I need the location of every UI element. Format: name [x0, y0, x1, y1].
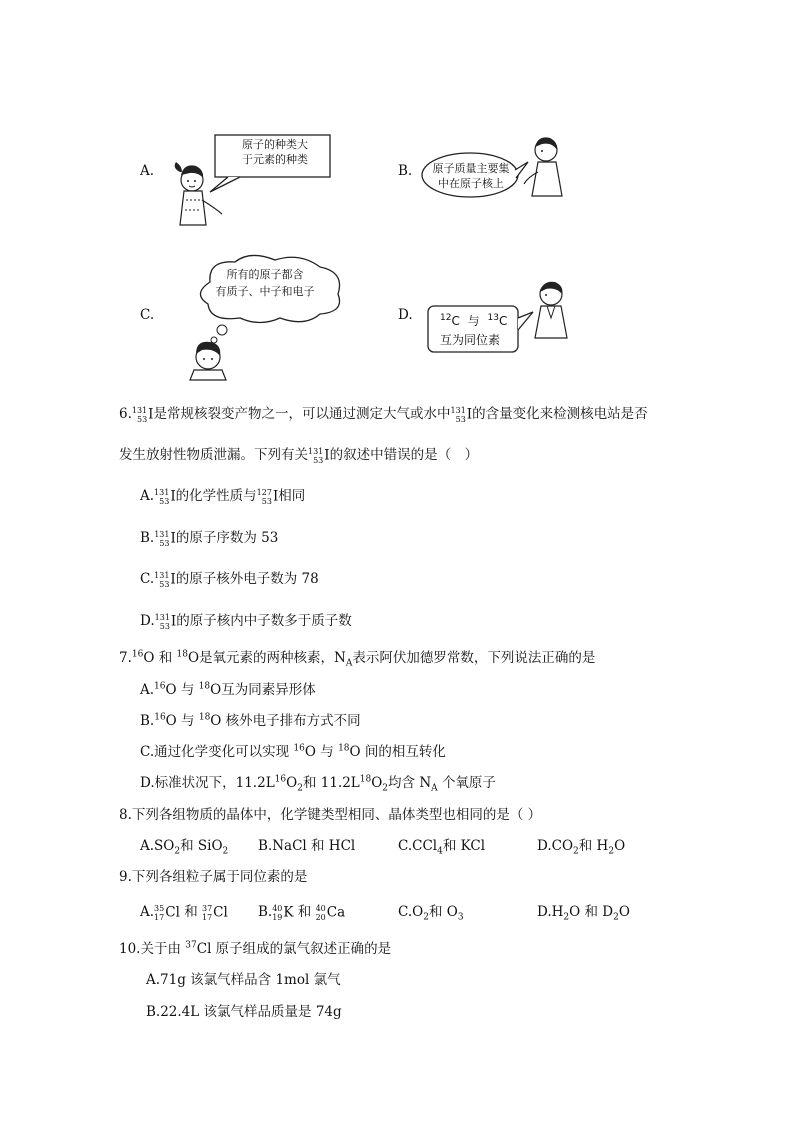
q7-option-d: D.标准状况下，$11.2L^{16}O_2$和 $11.2L^{18}O_2$均含 $N_A$ 个氧原子: [140, 774, 496, 794]
bubble-line: 所有的原子都含: [226, 268, 304, 281]
stem-text: 的含量变化来检测核电站是否: [472, 406, 648, 422]
option-letter: B.: [398, 163, 413, 179]
q6-option-d: D. 131 53 I的原子核内中子数多于质子数: [140, 612, 352, 631]
q8-option-b: B.NaCl 和 HCl: [258, 838, 356, 854]
bubble-line: 互为同位素: [440, 333, 501, 347]
stem-text: 的叙述中错误的是（ ）: [329, 447, 479, 463]
q8-option-a: $A.SO_2$和 SiO$_2$: [140, 838, 229, 857]
q9-option-d: $D.H_2O$ 和 $D_2O$: [537, 904, 630, 923]
q10-stem: 10.关于由 $^{37}$Cl 原子组成的氯气叙述正确的是: [119, 940, 392, 957]
q9-option-a: A. 35 17 Cl 和 37 17 Cl: [140, 903, 228, 922]
stem-text: 发生放射性物质泄漏。下列有关: [119, 447, 308, 463]
element-symbol: C: [451, 314, 460, 328]
q6-option-b: B. 131 53 I的原子序数为 53: [140, 529, 279, 548]
q8-option-d: $D.CO_2$和 $H_2O$: [537, 838, 626, 857]
q7-option-c: C.通过化学变化可以实现 $^{16}$O 与 $^{18}$O 间的相互转化: [140, 743, 446, 760]
q8-stem: 8.下列各组物质的晶体中，化学键类型相同、晶体类型也相同的是（ ）: [119, 807, 542, 823]
option-letter: C.: [140, 307, 155, 323]
nuclide-i131: 131 53 I: [154, 487, 176, 506]
nuclide-i131: 131 53 I: [154, 529, 176, 548]
q6-option-a: A. 131 53 I的化学性质与 127 53 I相同: [140, 487, 306, 506]
q7-stem: 7.16O 和 $^{18}$O是氧元素的两种核素，$N_A$表示阿伏加德罗常数，下列说法正确的是: [119, 649, 596, 669]
q6-option-c: C. 131 53 I的原子核外电子数为 78: [140, 570, 319, 589]
option-letter: D.: [398, 307, 413, 323]
q8-option-c: C.CCl$_4$和 KCl: [398, 838, 486, 857]
q7-option-b: B.$^{16}$O 与 $^{18}$O 核外电子排布方式不同: [140, 712, 361, 729]
nuclide-i131: 131 53 I: [154, 570, 176, 589]
q10-option-b: B.22.4L 该氯气样品质量是 74g: [146, 1004, 342, 1020]
nuclide-i127: 127 53 I: [256, 487, 279, 506]
bubble-line: 原子质量主要集: [432, 162, 510, 175]
stem-text: 是常规核裂变产物之一，可以通过测定大气或水中: [153, 406, 451, 422]
bubble-line: 原子的种类大: [242, 138, 308, 151]
nuclide-i131: 131 53 I: [131, 405, 154, 424]
mass-number: 12: [440, 313, 452, 323]
bubble-line: 中在原子核上: [438, 177, 504, 190]
bubble-line: 有质子、中子和电子: [215, 285, 315, 298]
nuclide-i131: 131 53 I: [308, 446, 330, 465]
q9-stem: 9.下列各组粒子属于同位素的是: [119, 869, 308, 885]
connector-text: 与: [467, 314, 480, 328]
option-letter: A.: [140, 163, 155, 179]
q9-option-c: $C.O_2$和 $O_3$: [398, 904, 464, 923]
element-symbol: C: [498, 314, 508, 328]
q6-stem-line2: [119, 443, 478, 465]
q6-stem-line1: [119, 402, 648, 424]
q7-option-a: A.$^{16}$O 与 $^{18}$O互为同素异形体: [140, 681, 316, 698]
bubble-line: 于元素的种类: [242, 153, 308, 166]
nuclide-i131: 131 53 I: [154, 612, 177, 631]
q9-option-b: B. 40 19 K 和 40 20 Ca: [258, 903, 346, 922]
nuclide-i131: 131 53 I: [450, 405, 473, 424]
q10-option-a: A.71g 该氯气样品含 1mol 氯气: [146, 972, 341, 988]
mass-number: 13: [487, 313, 499, 323]
question-number: 6.: [119, 406, 132, 422]
